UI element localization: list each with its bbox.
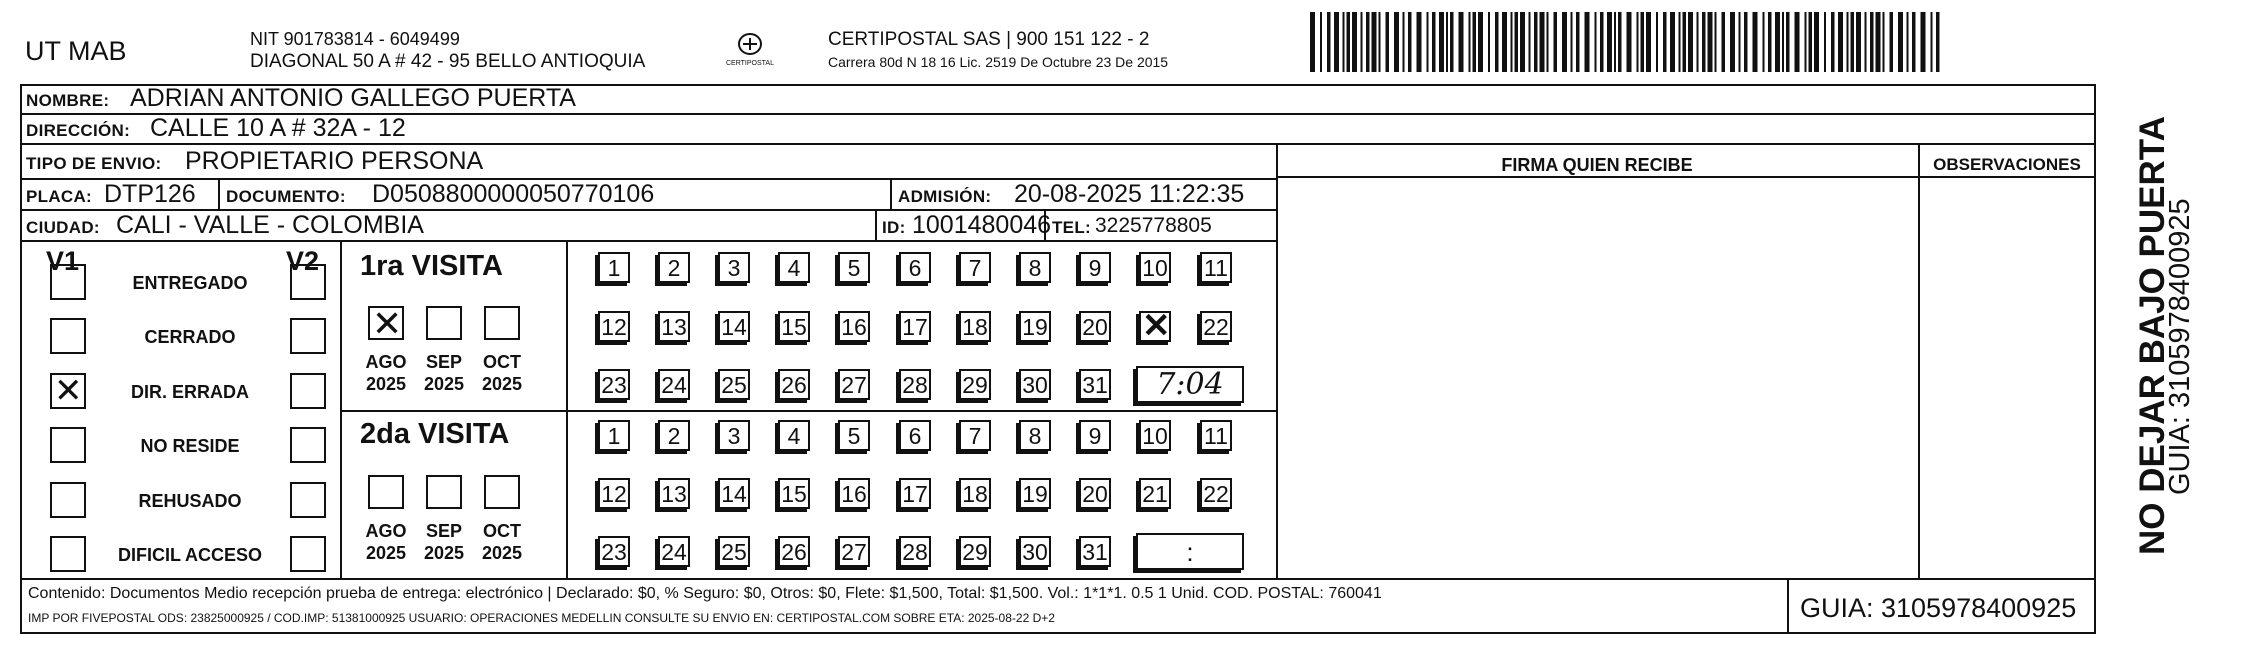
placa-value: DTP126 bbox=[104, 180, 196, 208]
day-box[interactable]: 1 bbox=[598, 420, 630, 451]
day-box[interactable]: 25 bbox=[718, 369, 750, 400]
day-box[interactable]: 29 bbox=[959, 369, 991, 400]
month-label: AGO bbox=[365, 352, 407, 372]
day-box[interactable]: 2 bbox=[658, 252, 690, 283]
side-guia: GUIA: 3105978400925 bbox=[2164, 198, 2196, 495]
company-address: DIAGONAL 50 A # 42 - 95 BELLO ANTIOQUIA bbox=[250, 51, 646, 72]
barcode-bar bbox=[1495, 12, 1499, 72]
barcode-bar bbox=[1347, 12, 1351, 72]
barcode-bar bbox=[1851, 12, 1855, 72]
id-label: ID: bbox=[882, 218, 906, 237]
barcode-bar bbox=[1386, 12, 1390, 72]
day-box[interactable]: 12 bbox=[598, 311, 630, 342]
company-name: UT MAB bbox=[25, 36, 127, 66]
nombre-label: NOMBRE: bbox=[26, 91, 110, 110]
visit2-title: 2da VISITA bbox=[360, 418, 510, 450]
month-label: SEP bbox=[425, 352, 463, 372]
day-box[interactable]: 30 bbox=[1019, 536, 1051, 567]
v2-header: V2 bbox=[286, 246, 320, 276]
barcode-bar bbox=[1824, 12, 1826, 72]
day-box[interactable]: 16 bbox=[838, 311, 870, 342]
day-box[interactable]: 24 bbox=[658, 369, 690, 400]
day-box[interactable]: 4 bbox=[778, 252, 810, 283]
day-box[interactable]: 11 bbox=[1200, 252, 1232, 283]
v2-checkbox[interactable] bbox=[290, 482, 326, 518]
month-year: 2025 bbox=[365, 374, 407, 394]
barcode-bar bbox=[1562, 12, 1567, 72]
observaciones-header: OBSERVACIONES bbox=[1933, 155, 2081, 174]
barcode-bar bbox=[1432, 12, 1436, 72]
barcode-bar bbox=[1534, 12, 1538, 72]
day-box[interactable]: 10 bbox=[1139, 252, 1171, 283]
day-box[interactable]: 26 bbox=[778, 536, 810, 567]
check-mark: ✕ bbox=[372, 303, 403, 344]
barcode-bar bbox=[1446, 12, 1448, 72]
barcode-bar bbox=[1554, 12, 1558, 72]
v1-checkbox[interactable] bbox=[50, 482, 86, 518]
day-box[interactable]: 24 bbox=[658, 536, 690, 567]
barcode-bar bbox=[1571, 12, 1573, 72]
barcode-bar bbox=[1488, 12, 1490, 72]
barcode-bar bbox=[1585, 12, 1590, 72]
day-box[interactable]: 20 bbox=[1079, 311, 1111, 342]
barcode-bar bbox=[1814, 12, 1819, 72]
month-year: 2025 bbox=[423, 374, 465, 394]
day-box[interactable]: 14 bbox=[718, 311, 750, 342]
barcode-bar bbox=[1795, 12, 1800, 72]
day-box[interactable]: 19 bbox=[1019, 478, 1051, 509]
barcode-bar bbox=[1646, 12, 1651, 72]
day-box[interactable]: 18 bbox=[959, 478, 991, 509]
day-box[interactable]: 22 bbox=[1200, 311, 1232, 342]
day-box[interactable]: 6 bbox=[899, 420, 931, 451]
barcode-bar bbox=[1912, 12, 1916, 72]
barcode-bar bbox=[1310, 12, 1315, 72]
certipostal-logo: CERTIPOSTAL bbox=[724, 30, 776, 74]
barcode-bar bbox=[1870, 12, 1874, 72]
barcode-bar bbox=[1627, 12, 1632, 72]
day-box[interactable]: 7 bbox=[959, 420, 991, 451]
barcode bbox=[1310, 12, 1940, 72]
check-mark: ✕ bbox=[1142, 307, 1171, 345]
day-box[interactable]: 19 bbox=[1019, 311, 1051, 342]
barcode-bar bbox=[1805, 12, 1807, 72]
day-box[interactable]: 31 bbox=[1079, 536, 1111, 567]
barcode-bar bbox=[1529, 12, 1531, 72]
barcode-bar bbox=[1511, 12, 1513, 72]
side-warning: NO DEJAR BAJO PUERTA bbox=[2133, 116, 2172, 555]
recipient-name: ADRIAN ANTONIO GALLEGO PUERTA bbox=[130, 84, 576, 112]
barcode-bar bbox=[1459, 12, 1464, 72]
day-box[interactable]: 21 bbox=[1139, 478, 1171, 509]
carrier-name: CERTIPOSTAL SAS | 900 151 122 - 2 bbox=[828, 29, 1150, 50]
status-label: CERRADO bbox=[144, 327, 236, 347]
month-year: 2025 bbox=[365, 543, 407, 563]
barcode-bar bbox=[1688, 12, 1693, 72]
barcode-bar bbox=[1744, 12, 1748, 72]
barcode-bar bbox=[1679, 12, 1681, 72]
month-checkbox[interactable] bbox=[484, 475, 520, 509]
check-mark: ✕ bbox=[54, 372, 83, 410]
day-box[interactable]: 6 bbox=[899, 252, 931, 283]
barcode-bar bbox=[1502, 12, 1507, 72]
v2-checkbox[interactable] bbox=[290, 318, 326, 354]
barcode-bar bbox=[1782, 12, 1784, 72]
barcode-bar bbox=[1670, 12, 1675, 72]
barcode-bar bbox=[1890, 12, 1894, 72]
day-box[interactable]: 10 bbox=[1139, 420, 1171, 451]
barcode-bar bbox=[1847, 12, 1849, 72]
day-box[interactable]: 3 bbox=[718, 252, 750, 283]
barcode-bar bbox=[1408, 12, 1412, 72]
status-label: REHUSADO bbox=[138, 491, 242, 511]
day-box[interactable]: 23 bbox=[598, 369, 630, 400]
recipient-address: CALLE 10 A # 32A - 12 bbox=[150, 114, 406, 142]
company-nit: NIT 901783814 - 6049499 bbox=[250, 29, 460, 49]
day-box[interactable]: 23 bbox=[598, 536, 630, 567]
ciudad-label: CIUDAD: bbox=[26, 218, 100, 237]
day-box[interactable]: 5 bbox=[838, 420, 870, 451]
v2-checkbox[interactable] bbox=[290, 264, 326, 300]
day-box[interactable]: 29 bbox=[959, 536, 991, 567]
day-box[interactable]: 5 bbox=[838, 252, 870, 283]
v1-checkbox[interactable] bbox=[50, 264, 86, 300]
carrier-license: Carrera 80d N 18 16 Lic. 2519 De Octubre 23 De 2015 bbox=[828, 54, 1169, 70]
barcode-bar bbox=[1595, 12, 1597, 72]
barcode-bar bbox=[1722, 12, 1726, 72]
barcode-bar bbox=[1520, 12, 1525, 72]
barcode-bar bbox=[1394, 12, 1399, 72]
day-box[interactable]: 7 bbox=[959, 252, 991, 283]
tipo-envio: PROPIETARIO PERSONA bbox=[185, 147, 484, 175]
day-box[interactable]: 22 bbox=[1200, 478, 1232, 509]
status-label: DIFICIL ACCESO bbox=[117, 545, 262, 565]
barcode-bar bbox=[1907, 12, 1909, 72]
barcode-bar bbox=[1450, 12, 1454, 72]
documento-label: DOCUMENTO: bbox=[226, 187, 346, 206]
day-box[interactable]: 31 bbox=[1079, 369, 1111, 400]
barcode-bar bbox=[1372, 12, 1377, 72]
barcode-bar bbox=[1739, 12, 1741, 72]
day-box[interactable]: 17 bbox=[899, 478, 931, 509]
barcode-bar bbox=[1702, 12, 1706, 72]
barcode-bar bbox=[1352, 12, 1357, 72]
barcode-bar bbox=[1753, 12, 1758, 72]
barcode-bar bbox=[1856, 12, 1861, 72]
barcode-bar bbox=[1540, 12, 1545, 72]
barcode-bar bbox=[1403, 12, 1405, 72]
tel-label: TEL: bbox=[1052, 218, 1091, 237]
day-box[interactable]: 16 bbox=[838, 478, 870, 509]
barcode-bar bbox=[1618, 12, 1622, 72]
day-box[interactable]: 14 bbox=[718, 478, 750, 509]
barcode-bar bbox=[1921, 12, 1926, 72]
v2-checkbox[interactable] bbox=[290, 536, 326, 572]
month-checkbox[interactable] bbox=[484, 306, 520, 340]
day-box[interactable]: 12 bbox=[598, 478, 630, 509]
month-year: 2025 bbox=[481, 543, 523, 563]
barcode-bar bbox=[1656, 12, 1658, 72]
barcode-bar bbox=[1343, 12, 1345, 72]
month-label: AGO bbox=[365, 521, 407, 541]
day-box[interactable]: 8 bbox=[1019, 420, 1051, 451]
day-box[interactable]: 30 bbox=[1019, 369, 1051, 400]
visit2-time: : bbox=[1186, 537, 1194, 567]
day-box[interactable]: 2 bbox=[658, 420, 690, 451]
day-box[interactable]: 26 bbox=[778, 369, 810, 400]
v2-checkbox[interactable] bbox=[290, 373, 326, 409]
barcode-bar bbox=[1600, 12, 1604, 72]
admision-value: 20-08-2025 11:22:35 bbox=[1014, 180, 1245, 208]
barcode-bar bbox=[1931, 12, 1933, 72]
day-box[interactable]: 11 bbox=[1200, 420, 1232, 451]
barcode-bar bbox=[1478, 12, 1483, 72]
day-box[interactable]: 18 bbox=[959, 311, 991, 342]
ciudad-value: CALI - VALLE - COLOMBIA bbox=[116, 211, 424, 239]
barcode-bar bbox=[1898, 12, 1903, 72]
barcode-bar bbox=[1663, 12, 1667, 72]
barcode-bar bbox=[1637, 12, 1639, 72]
month-label: SEP bbox=[425, 521, 463, 541]
firma-header: FIRMA QUIEN RECIBE bbox=[1501, 155, 1693, 175]
id-value: 1001480046 bbox=[912, 211, 1052, 239]
day-box[interactable]: 8 bbox=[1019, 252, 1051, 283]
v2-checkbox[interactable] bbox=[290, 427, 326, 463]
day-box[interactable]: 28 bbox=[899, 369, 931, 400]
barcode-bar bbox=[1763, 12, 1765, 72]
month-label: OCT bbox=[483, 352, 521, 372]
direccion-label: DIRECCIÓN: bbox=[26, 121, 131, 140]
day-box[interactable]: 15 bbox=[778, 478, 810, 509]
day-box[interactable]: 27 bbox=[838, 369, 870, 400]
barcode-bar bbox=[1366, 12, 1370, 72]
barcode-bar bbox=[1831, 12, 1835, 72]
barcode-bar bbox=[1327, 12, 1331, 72]
barcode-bar bbox=[1876, 12, 1881, 72]
barcode-bar bbox=[1473, 12, 1477, 72]
day-box[interactable]: 25 bbox=[718, 536, 750, 567]
admision-label: ADMISIÓN: bbox=[898, 187, 992, 206]
barcode-bar bbox=[1379, 12, 1381, 72]
documento-value: D0508800000050770106 bbox=[372, 180, 655, 208]
barcode-bar bbox=[1838, 12, 1843, 72]
status-label: DIR. ERRADA bbox=[130, 382, 249, 402]
barcode-bar bbox=[1515, 12, 1519, 72]
barcode-bar bbox=[1708, 12, 1713, 72]
month-checkbox[interactable] bbox=[368, 475, 404, 509]
day-box[interactable]: 4 bbox=[778, 420, 810, 451]
day-box[interactable]: 20 bbox=[1079, 478, 1111, 509]
v1-checkbox[interactable] bbox=[50, 536, 86, 572]
day-box[interactable]: 13 bbox=[658, 478, 690, 509]
barcode-bar bbox=[1768, 12, 1772, 72]
visit1-time: 7:04 bbox=[1156, 367, 1224, 402]
barcode-bar bbox=[1547, 12, 1549, 72]
status-label: ENTREGADO bbox=[132, 273, 248, 293]
v1-checkbox[interactable] bbox=[50, 427, 86, 463]
day-box[interactable]: 17 bbox=[899, 311, 931, 342]
day-box[interactable]: 9 bbox=[1079, 252, 1111, 283]
status-label: NO RESIDE bbox=[140, 436, 240, 456]
month-checkbox[interactable] bbox=[426, 475, 462, 509]
footer-guia: GUIA: 3105978400925 bbox=[1800, 593, 2077, 623]
barcode-bar bbox=[1320, 12, 1322, 72]
barcode-bar bbox=[1683, 12, 1687, 72]
month-checkbox[interactable] bbox=[426, 306, 462, 340]
barcode-bar bbox=[1427, 12, 1429, 72]
month-year: 2025 bbox=[423, 543, 465, 563]
day-box[interactable]: 1 bbox=[598, 252, 630, 283]
barcode-bar bbox=[1417, 12, 1422, 72]
barcode-bar bbox=[1786, 12, 1790, 72]
barcode-bar bbox=[1715, 12, 1717, 72]
day-box[interactable]: 15 bbox=[778, 311, 810, 342]
barcode-bar bbox=[1865, 12, 1867, 72]
v1-checkbox[interactable] bbox=[50, 318, 86, 354]
barcode-bar bbox=[1439, 12, 1444, 72]
footer-imp: IMP POR FIVEPOSTAL ODS: 23825000925 / COD.IMP: 51381000925 USUARIO: OPERACIONES MEDELLIN CONSULTE SU ENVIO EN: CERTIPOSTAL.COM SOBRE ETA: 2025-08-22 D+2 bbox=[28, 611, 1055, 625]
barcode-bar bbox=[1469, 12, 1471, 72]
day-box[interactable]: 9 bbox=[1079, 420, 1111, 451]
tipo-envio-label: TIPO DE ENVIO: bbox=[26, 154, 162, 173]
barcode-bar bbox=[1809, 12, 1813, 72]
barcode-bar bbox=[1614, 12, 1616, 72]
tel-value: 3225778805 bbox=[1095, 214, 1212, 237]
barcode-bar bbox=[1361, 12, 1363, 72]
footer-contenido: Contenido: Documentos Medio recepción prueba de entrega: electrónico | Declarado: $0, % Seguro: $0, Otros: $0, Flete: $1,500, Total: $1,500. Vol.: 1*1*1. 0.5 1 Unid. COD. POSTAL: 760041 bbox=[28, 585, 1382, 602]
barcode-bar bbox=[1641, 12, 1645, 72]
day-box[interactable]: 27 bbox=[838, 536, 870, 567]
placa-label: PLACA: bbox=[26, 187, 93, 206]
day-box[interactable]: 28 bbox=[899, 536, 931, 567]
visit1-title: 1ra VISITA bbox=[360, 250, 503, 282]
barcode-bar bbox=[1607, 12, 1612, 72]
barcode-bar bbox=[1697, 12, 1699, 72]
barcode-bar bbox=[1936, 12, 1940, 72]
month-label: OCT bbox=[483, 521, 521, 541]
visit1-time-box[interactable] bbox=[1136, 366, 1244, 403]
barcode-bar bbox=[1576, 12, 1580, 72]
barcode-bar bbox=[1334, 12, 1339, 72]
barcode-bar bbox=[1775, 12, 1780, 72]
barcode-bar bbox=[1730, 12, 1735, 72]
barcode-bar bbox=[1883, 12, 1885, 72]
day-box[interactable]: 13 bbox=[658, 311, 690, 342]
month-year: 2025 bbox=[481, 374, 523, 394]
day-box[interactable]: 3 bbox=[718, 420, 750, 451]
v1-header: V1 bbox=[46, 246, 80, 276]
visit2-time-box[interactable] bbox=[1136, 533, 1244, 570]
